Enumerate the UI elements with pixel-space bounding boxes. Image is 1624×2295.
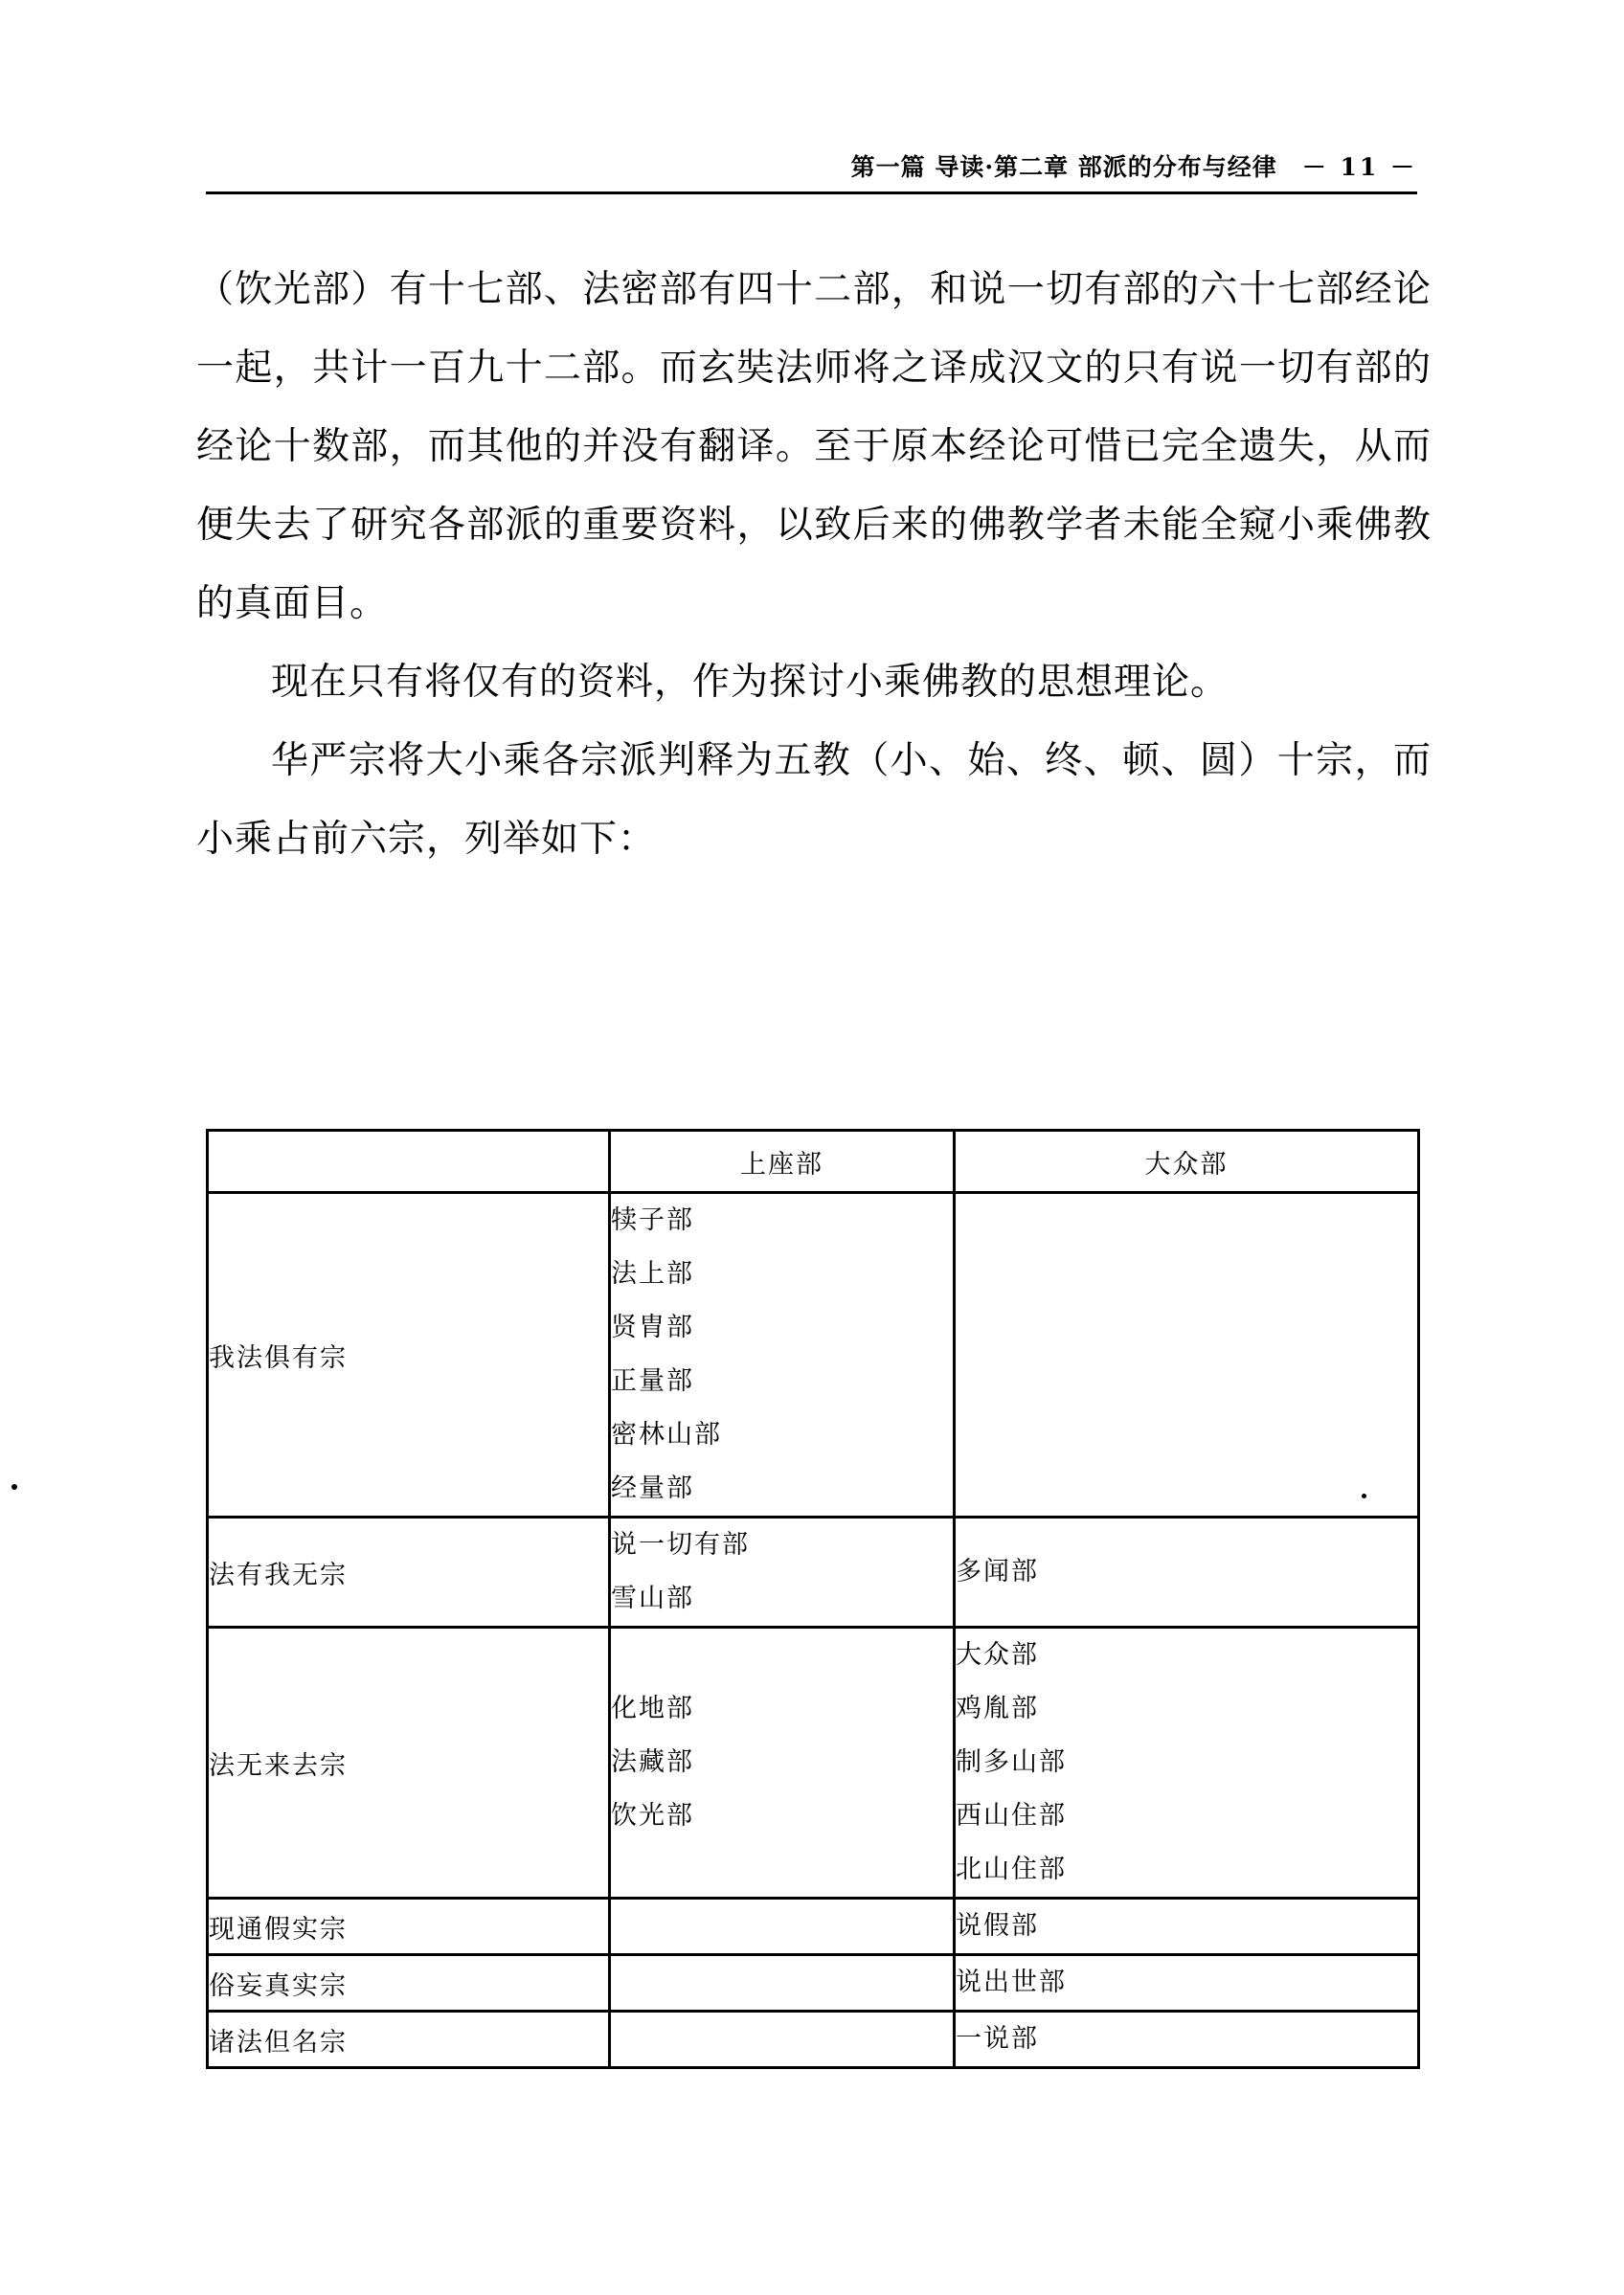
row-mahasamghika-list — [955, 1899, 1419, 1955]
row-sthavira-list — [610, 1955, 955, 2012]
list-item: 饮光部 — [611, 1801, 694, 1831]
row-sthavira-list — [610, 1193, 955, 1518]
row-label: 俗妄真实宗 — [208, 1955, 610, 2012]
header-rule — [206, 191, 1417, 194]
list-item: 制多山部 — [956, 1747, 1067, 1777]
running-head-title: 第一篇 导读·第二章 部派的分布与经律 — [850, 153, 1277, 181]
table-header-sthavira: 上座部 — [610, 1131, 955, 1193]
list-item: 西山住部 — [956, 1801, 1067, 1831]
row-sthavira-list — [610, 2012, 955, 2068]
stray-mark — [11, 1484, 17, 1490]
list-item: 密林山部 — [611, 1420, 722, 1450]
list-item: 说出世部 — [956, 1968, 1067, 1997]
row-label: 我法俱有宗 — [208, 1193, 610, 1518]
row-mahasamghika-list — [955, 2012, 1419, 2068]
paragraph: 现在只有将仅有的资料，作为探讨小乘佛教的思想理论。 — [271, 661, 1229, 704]
list-item: 鸡胤部 — [956, 1694, 1039, 1723]
table-row — [208, 1193, 1419, 1518]
paragraph: 华严宗将大小乘各宗派判释为五教（小、始、终、顿、圆）十宗，而小乘占前六宗，列举如下： — [196, 739, 1432, 861]
table-row — [208, 2012, 1419, 2068]
list-item: 大众部 — [956, 1640, 1039, 1670]
table-header-row — [208, 1131, 1419, 1193]
row-label: 法有我无宗 — [208, 1518, 610, 1628]
paragraph: （饮光部）有十七部、法密部有四十二部，和说一切有部的六十七部经论一起，共计一百九十二部。而玄奘法师将之译成汉文的只有说一切有部的经论十数部，而其他的并没有翻译。至于原本经论可惜已完全遗失，从而便失去了研究各部派的重要资料，以致后来的佛教学者未能全窥小乘佛教的真面目。 — [196, 268, 1432, 625]
list-item: 说假部 — [956, 1911, 1039, 1941]
table-header-blank — [208, 1131, 610, 1193]
row-mahasamghika-list — [955, 1955, 1419, 2012]
list-item: 经量部 — [611, 1474, 694, 1503]
list-item: 法上部 — [611, 1259, 694, 1289]
row-label: 诸法但名宗 — [208, 2012, 610, 2068]
sect-classification-table-wrapper — [206, 1129, 1417, 2069]
list-item: 北山住部 — [956, 1855, 1067, 1884]
list-item: 犊子部 — [611, 1205, 694, 1235]
running-head — [206, 148, 1417, 183]
table-row — [208, 1628, 1419, 1899]
row-sthavira-list — [610, 1899, 955, 1955]
row-sthavira-list — [610, 1628, 955, 1899]
row-label: 现通假实宗 — [208, 1899, 610, 1955]
table-header-mahasamghika: 大众部 — [955, 1131, 1419, 1193]
row-mahasamghika-list — [955, 1193, 1419, 1518]
list-item: 雪山部 — [611, 1584, 694, 1613]
table-row — [208, 1955, 1419, 2012]
row-sthavira-list — [610, 1518, 955, 1628]
row-mahasamghika-list — [955, 1518, 1419, 1628]
list-item: 说一切有部 — [611, 1530, 750, 1560]
row-mahasamghika-list — [955, 1628, 1419, 1899]
list-item: 一说部 — [956, 2024, 1039, 2054]
list-item: 贤胄部 — [611, 1313, 694, 1342]
body-text — [196, 251, 1432, 879]
list-item: 化地部 — [611, 1694, 694, 1723]
list-item: 多闻部 — [956, 1557, 1039, 1586]
table-row — [208, 1518, 1419, 1628]
table-row — [208, 1899, 1419, 1955]
row-label: 法无来去宗 — [208, 1628, 610, 1899]
page-number: － 11 － — [1301, 153, 1417, 181]
list-item: 法藏部 — [611, 1747, 694, 1777]
sect-classification-table — [206, 1129, 1420, 2069]
list-item: 正量部 — [611, 1366, 694, 1396]
